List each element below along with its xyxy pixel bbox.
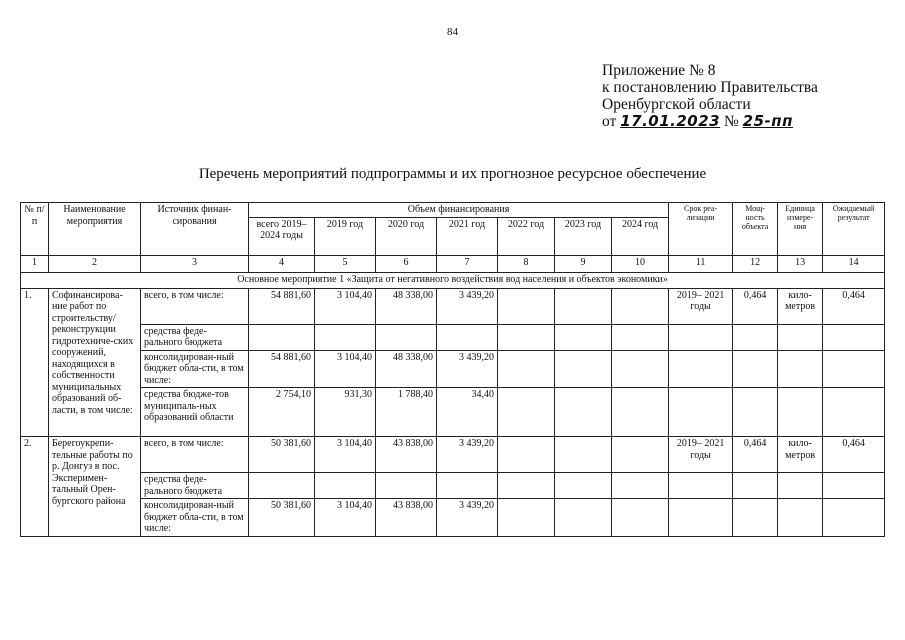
empty-cell bbox=[733, 388, 778, 437]
column-number: 13 bbox=[778, 255, 823, 272]
column-numbers-row bbox=[21, 255, 885, 272]
result-cell: 0,464 bbox=[823, 288, 885, 324]
value-2020: 48 338,00 bbox=[376, 350, 437, 388]
section-title: Основное мероприятие 1 «Защита от негативного воздействия вод населения и объектов экономики» bbox=[21, 272, 885, 288]
unit-cell: кило-метров bbox=[778, 437, 823, 473]
source-label: всего, в том числе: bbox=[141, 437, 249, 473]
header-2024: 2024 год bbox=[612, 217, 669, 255]
value-2023 bbox=[555, 288, 612, 324]
empty-cell bbox=[669, 324, 733, 350]
column-number: 12 bbox=[733, 255, 778, 272]
value-2021 bbox=[437, 473, 498, 499]
header-2023: 2023 год bbox=[555, 217, 612, 255]
column-number: 1 bbox=[21, 255, 49, 272]
empty-cell bbox=[823, 388, 885, 437]
table-row bbox=[21, 437, 885, 473]
value-2021 bbox=[437, 324, 498, 350]
empty-cell bbox=[823, 499, 885, 537]
empty-cell bbox=[612, 324, 669, 350]
source-label: средства феде-рального бюджета bbox=[141, 324, 249, 350]
empty-cell bbox=[733, 350, 778, 388]
source-label: консолидирован-ный бюджет обла-сти, в том числе: bbox=[141, 499, 249, 537]
header-2019: 2019 год bbox=[315, 217, 376, 255]
header-num: № п/п bbox=[21, 203, 49, 256]
measures-table bbox=[20, 202, 885, 537]
value-total: 50 381,60 bbox=[249, 499, 315, 537]
column-number: 9 bbox=[555, 255, 612, 272]
value-2019 bbox=[315, 473, 376, 499]
empty-cell bbox=[555, 473, 612, 499]
header-name: Наименование мероприятия bbox=[49, 203, 141, 256]
value-2020: 43 838,00 bbox=[376, 499, 437, 537]
header-total: всего 2019– 2024 годы bbox=[249, 217, 315, 255]
value-2020 bbox=[376, 473, 437, 499]
power-cell: 0,464 bbox=[733, 437, 778, 473]
row-num: 2. bbox=[21, 437, 49, 537]
empty-cell bbox=[498, 473, 555, 499]
table-row bbox=[21, 288, 885, 324]
empty-cell bbox=[669, 499, 733, 537]
header-2021: 2021 год bbox=[437, 217, 498, 255]
header-source: Источник финан-сирования bbox=[141, 203, 249, 256]
value-2020: 1 788,40 bbox=[376, 388, 437, 437]
header-2020: 2020 год bbox=[376, 217, 437, 255]
empty-cell bbox=[555, 388, 612, 437]
table-row bbox=[21, 324, 885, 350]
column-number: 7 bbox=[437, 255, 498, 272]
table-row bbox=[21, 499, 885, 537]
appendix-no: № bbox=[723, 113, 739, 130]
column-number: 8 bbox=[498, 255, 555, 272]
empty-cell bbox=[612, 473, 669, 499]
row-num: 1. bbox=[21, 288, 49, 437]
empty-cell bbox=[733, 473, 778, 499]
value-2022 bbox=[498, 437, 555, 473]
value-2021: 3 439,20 bbox=[437, 499, 498, 537]
value-2022 bbox=[498, 288, 555, 324]
empty-cell bbox=[823, 350, 885, 388]
empty-cell bbox=[778, 324, 823, 350]
header-2022: 2022 год bbox=[498, 217, 555, 255]
document-title: Перечень мероприятий подпрограммы и их прогнозное ресурсное обеспечение bbox=[198, 166, 707, 182]
header-volume: Объем финансирования bbox=[249, 203, 669, 218]
column-number: 14 bbox=[823, 255, 885, 272]
value-total: 2 754,10 bbox=[249, 388, 315, 437]
empty-cell bbox=[612, 388, 669, 437]
empty-cell bbox=[555, 499, 612, 537]
empty-cell bbox=[498, 388, 555, 437]
term-cell: 2019– 2021 годы bbox=[669, 437, 733, 473]
column-number: 3 bbox=[141, 255, 249, 272]
source-label: средства феде-рального бюджета bbox=[141, 473, 249, 499]
appendix-date-line bbox=[602, 113, 818, 130]
empty-cell bbox=[823, 324, 885, 350]
header-unit: Единица измере-ния bbox=[778, 203, 823, 256]
empty-cell bbox=[669, 350, 733, 388]
appendix-date: 17.01.2023 bbox=[620, 112, 721, 130]
empty-cell bbox=[823, 473, 885, 499]
empty-cell bbox=[778, 388, 823, 437]
appendix-number: 25-пп bbox=[742, 112, 793, 130]
empty-cell bbox=[778, 499, 823, 537]
table-row bbox=[21, 473, 885, 499]
source-label: средства бюдже-тов муниципаль-ных образований области bbox=[141, 388, 249, 437]
appendix-line-2: к постановлению Правительства bbox=[602, 79, 818, 96]
empty-cell bbox=[669, 388, 733, 437]
empty-cell bbox=[555, 350, 612, 388]
table-row bbox=[21, 350, 885, 388]
value-2021: 3 439,20 bbox=[437, 437, 498, 473]
empty-cell bbox=[733, 499, 778, 537]
appendix-line-3: Оренбургской области bbox=[602, 96, 751, 113]
appendix-ot: от bbox=[602, 113, 617, 130]
header-term: Срок реа-лизации bbox=[669, 203, 733, 256]
page-number: 84 bbox=[447, 26, 458, 38]
column-number: 4 bbox=[249, 255, 315, 272]
value-2019: 3 104,40 bbox=[315, 288, 376, 324]
empty-cell bbox=[555, 324, 612, 350]
value-2020: 48 338,00 bbox=[376, 288, 437, 324]
measure-name: Софинансирова-ние работ по строительству/ реконструкции гидротехниче-ских сооружений, находящихся в собственности муниципальных образований об-ласти, в том числе: bbox=[49, 288, 141, 437]
empty-cell bbox=[669, 473, 733, 499]
column-number: 5 bbox=[315, 255, 376, 272]
value-2020: 43 838,00 bbox=[376, 437, 437, 473]
measure-name: Берегоукрепи-тельные работы по р. Донгуз в пос. Эксперимен-тальный Орен-бургского района bbox=[49, 437, 141, 537]
empty-cell bbox=[778, 350, 823, 388]
empty-cell bbox=[733, 324, 778, 350]
column-number: 10 bbox=[612, 255, 669, 272]
value-2019 bbox=[315, 324, 376, 350]
column-number: 6 bbox=[376, 255, 437, 272]
value-total: 54 881,60 bbox=[249, 288, 315, 324]
value-2021: 3 439,20 bbox=[437, 350, 498, 388]
value-2019: 3 104,40 bbox=[315, 499, 376, 537]
value-2024 bbox=[612, 437, 669, 473]
value-2021: 34,40 bbox=[437, 388, 498, 437]
empty-cell bbox=[498, 499, 555, 537]
source-label: всего, в том числе: bbox=[141, 288, 249, 324]
header-result: Ожидаемый результат bbox=[823, 203, 885, 256]
value-total: 54 881,60 bbox=[249, 350, 315, 388]
value-2019: 3 104,40 bbox=[315, 350, 376, 388]
appendix-line-1: Приложение № 8 bbox=[602, 62, 716, 79]
empty-cell bbox=[612, 499, 669, 537]
term-cell: 2019– 2021 годы bbox=[669, 288, 733, 324]
source-label: консолидирован-ный бюджет обла-сти, в том числе: bbox=[141, 350, 249, 388]
empty-cell bbox=[778, 473, 823, 499]
power-cell: 0,464 bbox=[733, 288, 778, 324]
value-total bbox=[249, 473, 315, 499]
value-2024 bbox=[612, 288, 669, 324]
appendix-block bbox=[602, 62, 818, 130]
value-2019: 931,30 bbox=[315, 388, 376, 437]
value-total bbox=[249, 324, 315, 350]
value-total: 50 381,60 bbox=[249, 437, 315, 473]
column-number: 11 bbox=[669, 255, 733, 272]
section-row bbox=[21, 272, 885, 288]
empty-cell bbox=[498, 350, 555, 388]
column-number: 2 bbox=[49, 255, 141, 272]
header-power: Мощ-ность объекта bbox=[733, 203, 778, 256]
value-2019: 3 104,40 bbox=[315, 437, 376, 473]
result-cell: 0,464 bbox=[823, 437, 885, 473]
table-row bbox=[21, 388, 885, 437]
value-2023 bbox=[555, 437, 612, 473]
value-2021: 3 439,20 bbox=[437, 288, 498, 324]
unit-cell: кило-метров bbox=[778, 288, 823, 324]
header-row bbox=[21, 203, 885, 218]
value-2020 bbox=[376, 324, 437, 350]
empty-cell bbox=[498, 324, 555, 350]
empty-cell bbox=[612, 350, 669, 388]
